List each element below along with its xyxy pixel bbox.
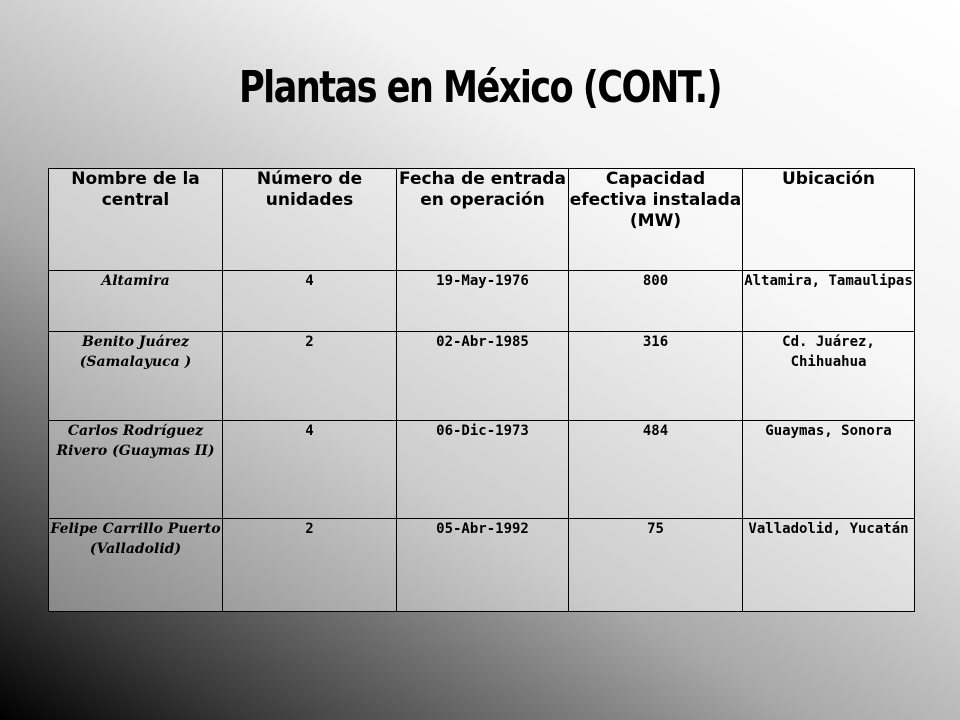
table-row [49,519,915,612]
header-capacidad: Capacidad efectiva instalada (MW) [569,169,743,271]
cell-ubicacion: Guaymas, Sonora [743,421,915,519]
cell-ubicacion: Altamira, Tamaulipas [743,271,915,332]
table-row [49,271,915,332]
cell-capacidad: 484 [569,421,743,519]
cell-capacidad: 800 [569,271,743,332]
header-fecha: Fecha de entrada en operación [397,169,569,271]
cell-unidades: 2 [223,519,397,612]
cell-ubicacion: Valladolid, Yucatán [743,519,915,612]
header-unidades: Número de unidades [223,169,397,271]
cell-nombre: Benito Juárez (Samalayuca ) [49,332,223,421]
cell-fecha: 02-Abr-1985 [397,332,569,421]
cell-capacidad: 75 [569,519,743,612]
cell-fecha: 06-Dic-1973 [397,421,569,519]
table-header-row [49,169,915,271]
cell-unidades: 2 [223,332,397,421]
cell-nombre: Altamira [49,271,223,332]
cell-capacidad: 316 [569,332,743,421]
cell-nombre: Felipe Carrillo Puerto (Valladolid) [49,519,223,612]
cell-fecha: 19-May-1976 [397,271,569,332]
cell-fecha: 05-Abr-1992 [397,519,569,612]
slide-title: Plantas en México (CONT.) [238,62,722,113]
plants-table [48,168,915,612]
cell-unidades: 4 [223,271,397,332]
cell-unidades: 4 [223,421,397,519]
table-row [49,332,915,421]
cell-ubicacion: Cd. Juárez, Chihuahua [743,332,915,421]
header-ubicacion: Ubicación [743,169,915,271]
table-row [49,421,915,519]
header-nombre: Nombre de la central [49,169,223,271]
cell-nombre: Carlos Rodríguez Rivero (Guaymas II) [49,421,223,519]
